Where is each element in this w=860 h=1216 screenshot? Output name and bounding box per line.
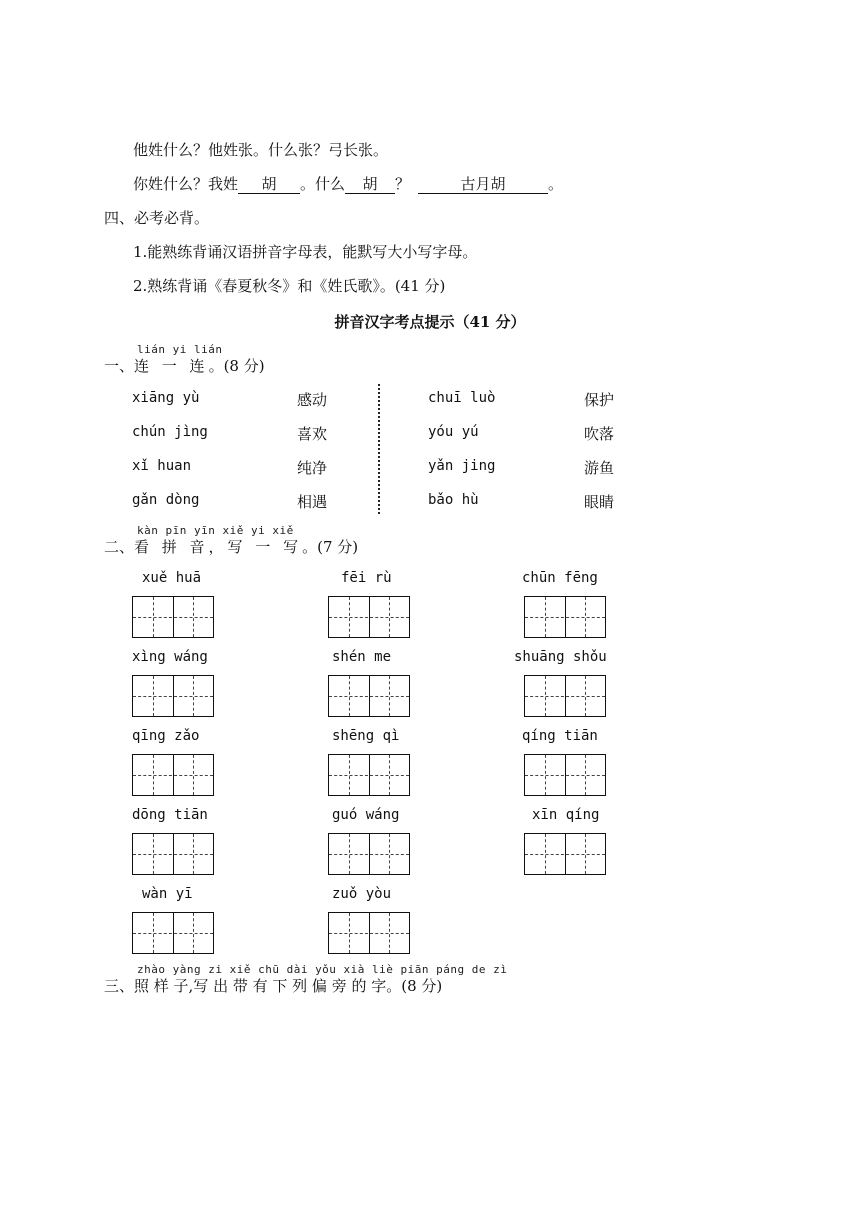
q2-pinyin: shuāng shǒu (514, 649, 607, 665)
q1-left-word: 纯净 (297, 459, 328, 477)
q2-heading (104, 537, 358, 557)
q2-pinyin: zuǒ yòu (332, 886, 392, 902)
section-4-title: 四、必考必背。 (104, 209, 210, 227)
q1-right-pinyin: chuī luò (428, 390, 496, 406)
dotted-divider (378, 384, 380, 514)
writing-grid[interactable] (524, 833, 606, 875)
writing-grid[interactable] (524, 675, 606, 717)
answer-blank-1: 胡 (238, 175, 300, 194)
intro-text-c: 。什么 (300, 175, 346, 193)
q2-pinyin: wàn yī (142, 886, 193, 902)
q3-ruby: zhào yàng zi xiě chū dài yǒu xià liè piān páng de zì (137, 963, 508, 976)
writing-grid[interactable] (328, 912, 410, 954)
q1-heading (104, 356, 265, 376)
q1-right-pinyin: bǎo hù (428, 492, 479, 508)
intro-line-1: 他姓什么？他姓张。什么张？弓长张。 (133, 141, 389, 159)
q2-pinyin: dōng tiān (132, 807, 208, 823)
writing-grid[interactable] (328, 754, 410, 796)
writing-grid[interactable] (132, 596, 214, 638)
section-4-item-1: 1.能熟练背诵汉语拼音字母表，能默写大小写字母。 (133, 243, 478, 261)
intro-text-a: 你姓什么？我姓 (133, 175, 239, 193)
q1-chars: 连 一 连 (134, 357, 209, 375)
q1-left-word: 感动 (297, 391, 328, 409)
q3-prefix: 三、 (104, 977, 135, 995)
q1-right-word: 眼睛 (584, 493, 615, 511)
answer-blank-2: 胡 (345, 175, 395, 194)
q1-left-word: 喜欢 (297, 425, 328, 443)
q3-suffix: 。(8 分) (386, 977, 443, 995)
writing-grid[interactable] (132, 833, 214, 875)
intro-text-e: ？ (395, 175, 411, 193)
q2-suffix: 。(7 分) (302, 538, 359, 556)
writing-grid[interactable] (524, 596, 606, 638)
q1-right-word: 吹落 (584, 425, 615, 443)
writing-grid[interactable] (132, 675, 214, 717)
section-4-item-2: 2.熟练背诵《春夏秋冬》和《姓氏歌》。(41 分) (133, 277, 446, 295)
writing-grid[interactable] (328, 833, 410, 875)
q2-pinyin: xīn qíng (532, 807, 600, 823)
q1-prefix: 一、 (104, 357, 135, 375)
q1-left-word: 相遇 (297, 493, 328, 511)
writing-grid[interactable] (524, 754, 606, 796)
intro-text-g: 。 (548, 175, 564, 193)
q1-left-pinyin: gǎn dòng (132, 492, 200, 508)
q1-left-pinyin: xǐ huan (132, 458, 192, 474)
q2-pinyin: chūn fēng (522, 570, 598, 586)
q2-ruby: kàn pīn yīn xiě yi xiě (137, 524, 294, 537)
q2-pinyin: xìng wáng (132, 649, 208, 665)
writing-grid[interactable] (328, 596, 410, 638)
q2-pinyin: fēi rù (341, 570, 392, 586)
q2-chars: 看 拼 音，写 一 写 (134, 538, 303, 556)
q1-ruby: lián yi lián (137, 343, 223, 356)
q3-heading (104, 976, 442, 996)
q1-right-pinyin: yóu yú (428, 424, 479, 440)
main-title: 拼音汉字考点提示（41 分） (334, 313, 526, 331)
writing-grid[interactable] (132, 912, 214, 954)
q1-right-pinyin: yǎn jing (428, 458, 496, 474)
q1-right-word: 游鱼 (584, 459, 615, 477)
q1-suffix: 。(8 分) (208, 357, 265, 375)
writing-grid[interactable] (132, 754, 214, 796)
q2-pinyin: xuě huā (142, 570, 202, 586)
writing-grid[interactable] (328, 675, 410, 717)
q2-pinyin: shén me (332, 649, 392, 665)
q2-pinyin: guó wáng (332, 807, 400, 823)
q2-pinyin: qíng tiān (522, 728, 598, 744)
q2-pinyin: shēng qì (332, 728, 400, 744)
q2-prefix: 二、 (104, 538, 135, 556)
q1-left-pinyin: chún jìng (132, 424, 208, 440)
q1-right-word: 保护 (584, 391, 615, 409)
q3-chars: 照 样 子,写 出 带 有 下 列 偏 旁 的 字 (134, 977, 387, 995)
q2-pinyin: qīng zǎo (132, 728, 200, 744)
answer-blank-3: 古月胡 (418, 175, 548, 194)
q1-left-pinyin: xiāng yù (132, 390, 200, 406)
intro-line-2 (133, 174, 563, 194)
